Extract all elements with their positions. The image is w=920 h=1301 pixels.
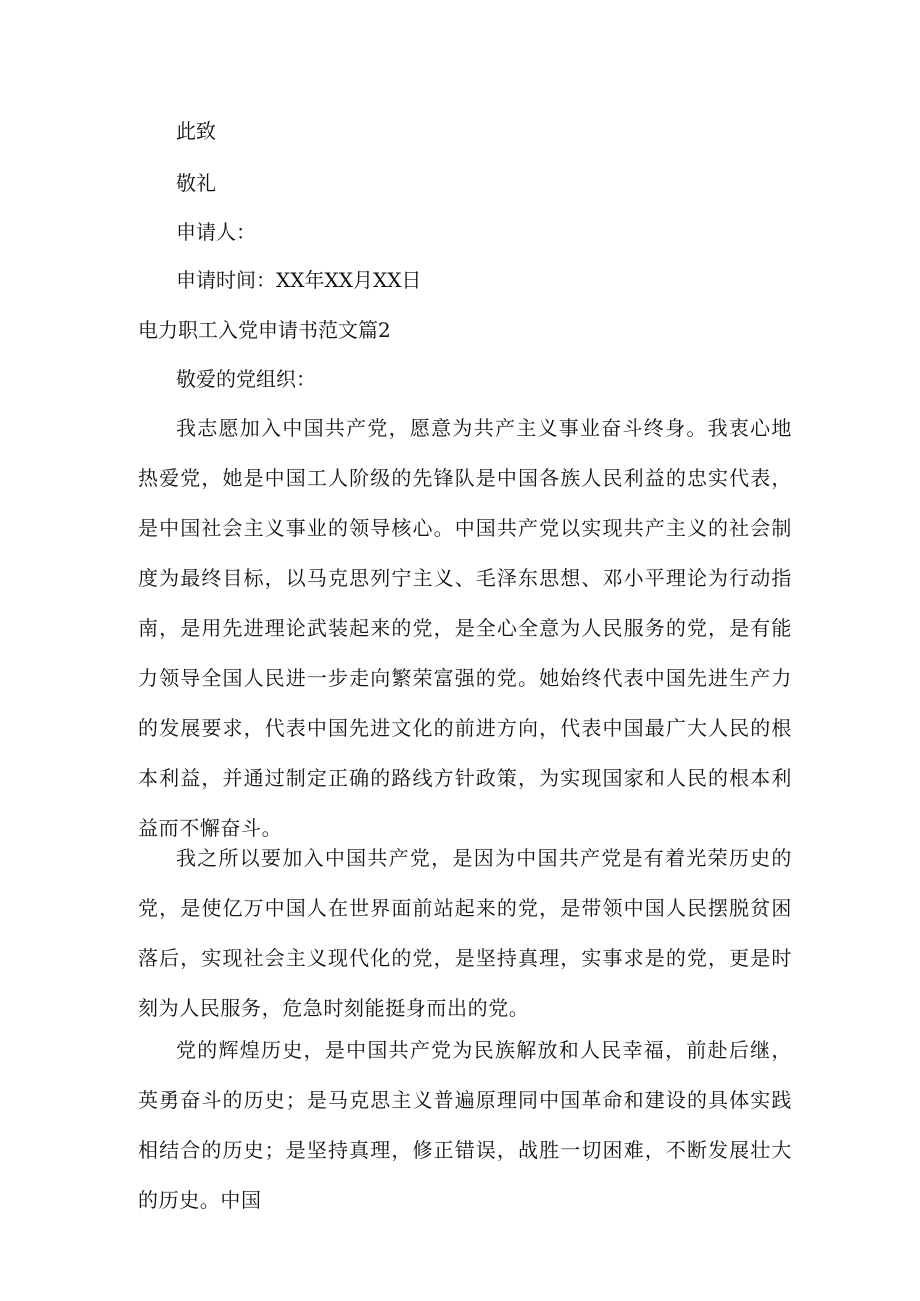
body-paragraph-1: 我志愿加入中国共产党，愿意为共产主义事业奋斗终身。我衷心地热爱党，她是中国工人阶级的先锋队是中国各族人民利益的忠实代表，是中国社会主义事业的领导核心。中国共产党以实现共产主义的社会制度为最终目标，以马克思列宁主义、毛泽东思想、邓小平理论为行动指南，是用先进理论武装起来的党，是全心全意为人民服务的党，是有能力领导全国人民进一步走向繁荣富强的党。她始终代表中国先进生产力的发展要求，代表中国先进文化的前进方向，代表中国最广大人民的根本利益，并通过制定正确的路线方针政策，为实现国家和人民的根本利益而不懈奋斗。: [138, 416, 792, 840]
section-heading: 电力职工入党申请书范文篇2: [138, 318, 391, 342]
body-paragraph-2: 我之所以要加入中国共产党，是因为中国共产党是有着光荣历史的党，是使亿万中国人在世界面前站起来的党，是带领中国人民摆脱贫困落后，实现社会主义现代化的党，是坚持真理，实事求是的党，更是时刻为人民服务，危急时刻能挺身而出的党。: [138, 846, 792, 1020]
application-date: 申请时间：XX年XX月XX日: [176, 268, 422, 292]
applicant-label: 申请人：: [176, 220, 256, 244]
body-paragraph-3: 党的辉煌历史，是中国共产党为民族解放和人民幸福，前赴后继，英勇奋斗的历史；是马克思主义普遍原理同中国革命和建设的具体实践相结合的历史；是坚持真理，修正错误，战胜一切困难，不断发展壮大的历史。中国: [138, 1038, 792, 1212]
closing-salutation-1: 此致: [176, 119, 216, 143]
closing-salutation-2: 敬礼: [176, 171, 216, 195]
greeting: 敬爱的党组织：: [176, 367, 316, 391]
